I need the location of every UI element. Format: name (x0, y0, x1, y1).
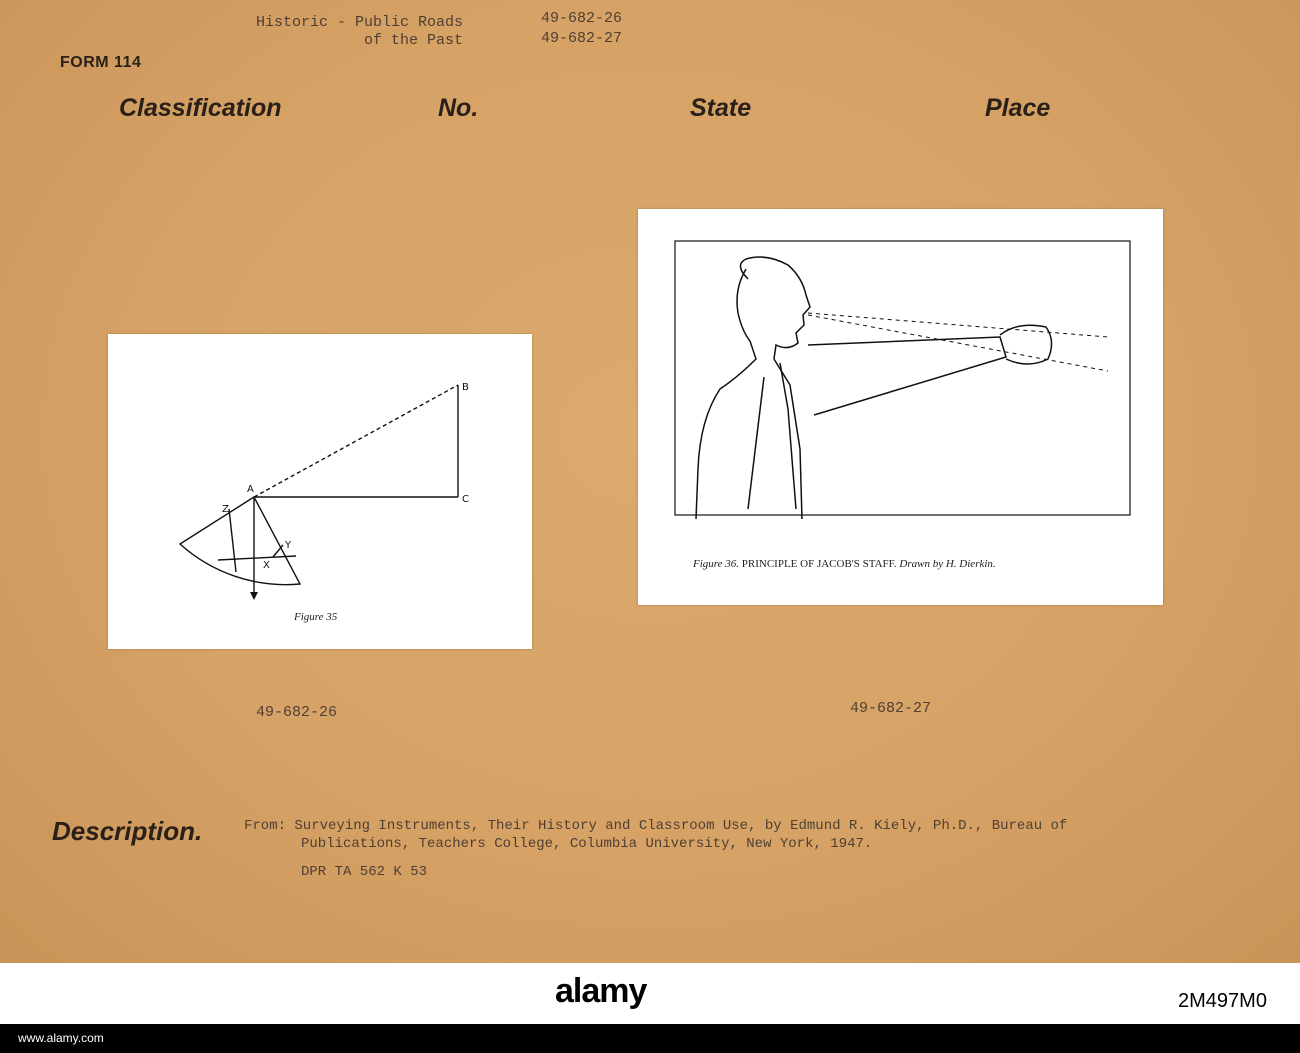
quadrant-arc (180, 497, 300, 585)
figure-36-print (638, 209, 1163, 605)
label-z: Z (222, 504, 229, 515)
description-line2: Publications, Teachers College, Columbia University, New York, 1947. (301, 836, 873, 852)
figure-35-print (108, 334, 532, 649)
header-title-line2: of the Past (364, 32, 464, 49)
scale-line-z (229, 509, 236, 572)
header-title-line1: Historic - Public Roads (256, 14, 464, 31)
man-head-back (737, 269, 750, 341)
scale-line-y (273, 545, 283, 557)
stock-image-id: 2M497M0 (1178, 990, 1267, 1012)
illustration-frame (675, 241, 1130, 515)
figure-36-caption (693, 558, 996, 570)
description-line1: From: Surveying Instruments, Their History and Classroom Use, by Edmund R. Kiely, Ph.D., Bureau of (244, 818, 1068, 834)
label-b: B (462, 382, 469, 393)
state-heading: State (690, 94, 752, 122)
figure-35-caption: Figure 35 (294, 611, 338, 623)
figure-36-caption-credit: Drawn by H. Dierkin. (899, 558, 996, 570)
stock-url-bar (0, 1024, 1300, 1053)
description-heading: Description. (52, 816, 203, 846)
plumb-arrow (250, 592, 258, 600)
man-tie (780, 363, 796, 509)
label-a: A (247, 484, 254, 495)
label-y: Y (285, 540, 292, 551)
stock-logo: alamy (555, 972, 647, 1010)
place-heading: Place (985, 94, 1051, 122)
stock-url[interactable]: www.alamy.com (18, 1031, 104, 1045)
man-lapel (748, 377, 764, 509)
figure-36-illustration (638, 209, 1163, 605)
figure-36-caption-title: PRINCIPLE OF JACOB'S STAFF. (741, 558, 897, 570)
sight-line-ab (254, 385, 458, 497)
figure-36-caption-prefix: Figure 36. (693, 558, 740, 570)
header-number-2: 49-682-27 (541, 30, 623, 47)
figure-35-diagram (108, 334, 532, 649)
header-number-1: 49-682-26 (541, 10, 623, 27)
label-c: C (462, 494, 469, 505)
classification-heading: Classification (119, 94, 282, 122)
man-back (696, 341, 756, 519)
man-front (774, 359, 802, 519)
description-line3: DPR TA 562 K 53 (301, 864, 428, 880)
scale-line-x (218, 556, 296, 560)
man-arm (808, 337, 1006, 415)
sight-line-upper (808, 313, 1108, 337)
form-number-label: FORM 114 (60, 54, 142, 71)
no-heading: No. (438, 94, 479, 122)
figure-35-id: 49-682-26 (256, 704, 338, 721)
figure-36-id: 49-682-27 (850, 700, 932, 717)
label-x: X (263, 560, 270, 571)
man-fist (1000, 325, 1052, 364)
